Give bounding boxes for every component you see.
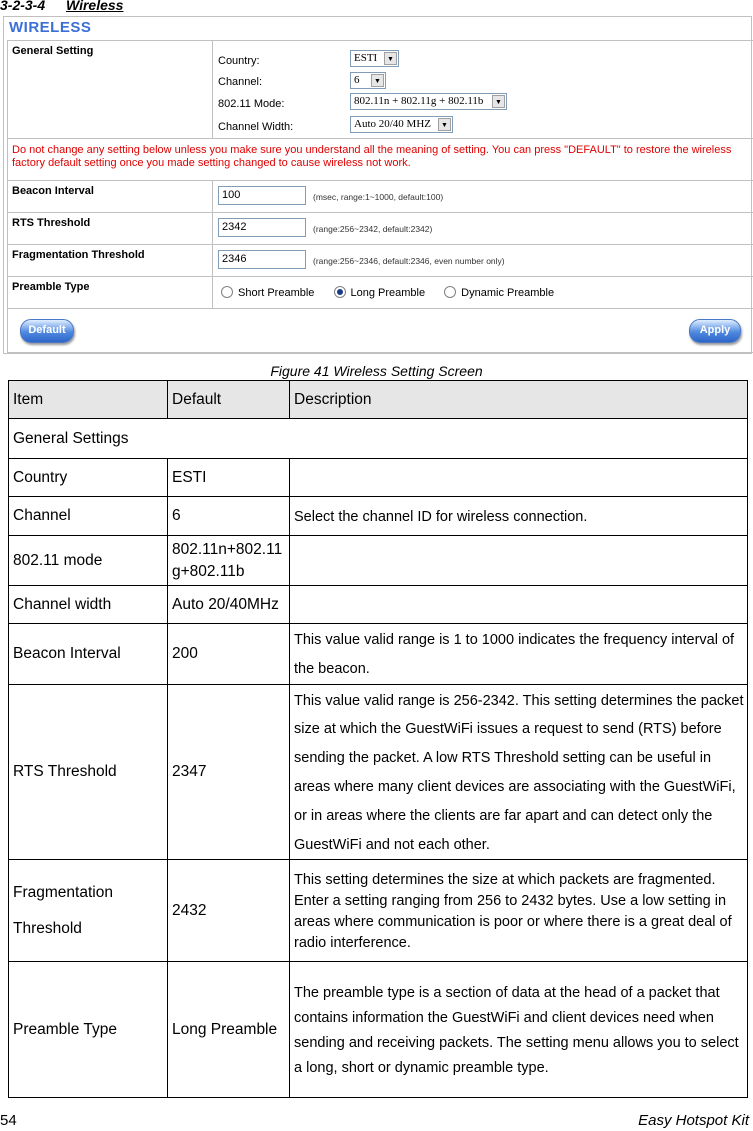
warning-text: Do not change any setting below unless you make sure you understand all the meaning of setting. You can press "DEFAULT" to restore the wireless factory default setting once you made setting changed to cause wireless not work. <box>8 139 753 181</box>
table-row <box>9 684 748 860</box>
long-preamble-radio[interactable] <box>334 286 346 298</box>
section-heading <box>0 0 123 13</box>
short-preamble-radio[interactable] <box>221 286 233 298</box>
country-label: Country: <box>218 55 260 67</box>
long-preamble-label: Long Preamble <box>350 287 426 299</box>
wireless-settings-screenshot <box>3 16 752 354</box>
row-item: Preamble Type <box>9 962 168 1098</box>
row-default: 2347 <box>168 684 290 860</box>
table-header-row <box>9 381 748 419</box>
row-description: This setting determines the size at which packets are fragmented. Enter a setting ranging from 256 to 2432 bytes. Use a low setting in areas where communication is poor or where there is a great deal of radio interference. <box>290 860 748 962</box>
dynamic-preamble-radio[interactable] <box>444 286 456 298</box>
row-item: Beacon Interval <box>9 624 168 685</box>
row-item: Fragmentation Threshold <box>9 860 168 962</box>
dropdown-arrow-icon: ▼ <box>438 118 451 131</box>
dynamic-preamble-label: Dynamic Preamble <box>461 287 555 299</box>
table-row <box>9 962 748 1098</box>
page-number: 54 <box>0 1112 17 1129</box>
table-row <box>9 459 748 497</box>
fragmentation-threshold-label: Fragmentation Threshold <box>8 245 213 277</box>
row-description: The preamble type is a section of data at the head of a packet that contains information the GuestWiFi and client devices need when sending and receiving packets. The setting menu allows you to select a long, short or dynamic preamble type. <box>290 962 748 1098</box>
channel-width-select[interactable]: Auto 20/40 MHZ ▼ <box>350 116 453 133</box>
dropdown-arrow-icon: ▼ <box>371 74 384 87</box>
channel-select[interactable]: 6 ▼ <box>350 72 386 89</box>
beacon-interval-label: Beacon Interval <box>8 181 213 213</box>
apply-button[interactable]: Apply <box>689 319 741 343</box>
row-default: 802.11n+802.11g+802.11b <box>168 536 290 586</box>
header-default: Default <box>168 381 290 419</box>
row-default: 6 <box>168 497 290 536</box>
fragmentation-threshold-hint: (range:256~2346, default:2346, even number only) <box>313 256 505 266</box>
section-number: 3-2-3-4 <box>0 0 46 13</box>
row-description: Select the channel ID for wireless connection. <box>290 497 748 536</box>
row-description: This value valid range is 256-2342. This setting determines the packet size at which the GuestWiFi issues a request to send (RTS) before sending the packet. A low RTS Threshold setting can be useful in areas where many client devices are associating with the GuestWiFi, or in areas where the clients are far apart and can detect only the GuestWiFi and not each other. <box>290 684 748 860</box>
table-group-row <box>9 419 748 459</box>
row-item: RTS Threshold <box>9 684 168 860</box>
fragmentation-threshold-input[interactable]: 2346 <box>218 250 306 269</box>
table-row <box>9 586 748 624</box>
table-row <box>9 860 748 962</box>
group-label: General Settings <box>9 419 748 459</box>
section-title: Wireless <box>66 0 124 13</box>
row-default: Auto 20/40MHz <box>168 586 290 624</box>
dropdown-arrow-icon: ▼ <box>492 95 505 108</box>
beacon-interval-input[interactable]: 100 <box>218 186 306 205</box>
row-default: Long Preamble <box>168 962 290 1098</box>
rts-threshold-hint: (range:256~2342, default:2342) <box>313 224 433 234</box>
preamble-type-label: Preamble Type <box>8 277 213 309</box>
row-item: Country <box>9 459 168 497</box>
screen-title: WIRELESS <box>9 19 92 36</box>
product-name: Easy Hotspot Kit <box>638 1112 749 1129</box>
default-button[interactable]: Default <box>20 319 74 343</box>
header-item: Item <box>9 381 168 419</box>
row-default: 2432 <box>168 860 290 962</box>
mode-label: 802.11 Mode: <box>218 98 285 110</box>
figure-caption: Figure 41 Wireless Setting Screen <box>270 363 483 379</box>
table-row <box>9 497 748 536</box>
row-description: This value valid range is 1 to 1000 indicates the frequency interval of the beacon. <box>290 624 748 685</box>
channel-label: Channel: <box>218 76 263 88</box>
general-setting-label: General Setting <box>8 41 213 139</box>
row-description <box>290 586 748 624</box>
channel-width-label: Channel Width: <box>218 121 294 133</box>
country-select[interactable]: ESTI ▼ <box>350 50 399 67</box>
row-item: 802.11 mode <box>9 536 168 586</box>
row-description <box>290 459 748 497</box>
table-row <box>9 536 748 586</box>
row-item: Channel width <box>9 586 168 624</box>
short-preamble-label: Short Preamble <box>238 287 315 299</box>
mode-select[interactable]: 802.11n + 802.11g + 802.11b ▼ <box>350 93 507 110</box>
beacon-interval-hint: (msec, range:1~1000, default:100) <box>313 192 444 202</box>
rts-threshold-input[interactable]: 2342 <box>218 218 306 237</box>
row-default: ESTI <box>168 459 290 497</box>
row-description <box>290 536 748 586</box>
preamble-radio-group <box>221 286 570 299</box>
row-item: Channel <box>9 497 168 536</box>
table-row <box>9 624 748 685</box>
settings-description-table <box>8 380 748 1098</box>
header-description: Description <box>290 381 748 419</box>
dropdown-arrow-icon: ▼ <box>384 52 397 65</box>
rts-threshold-label: RTS Threshold <box>8 213 213 245</box>
row-default: 200 <box>168 624 290 685</box>
settings-form <box>7 40 753 353</box>
